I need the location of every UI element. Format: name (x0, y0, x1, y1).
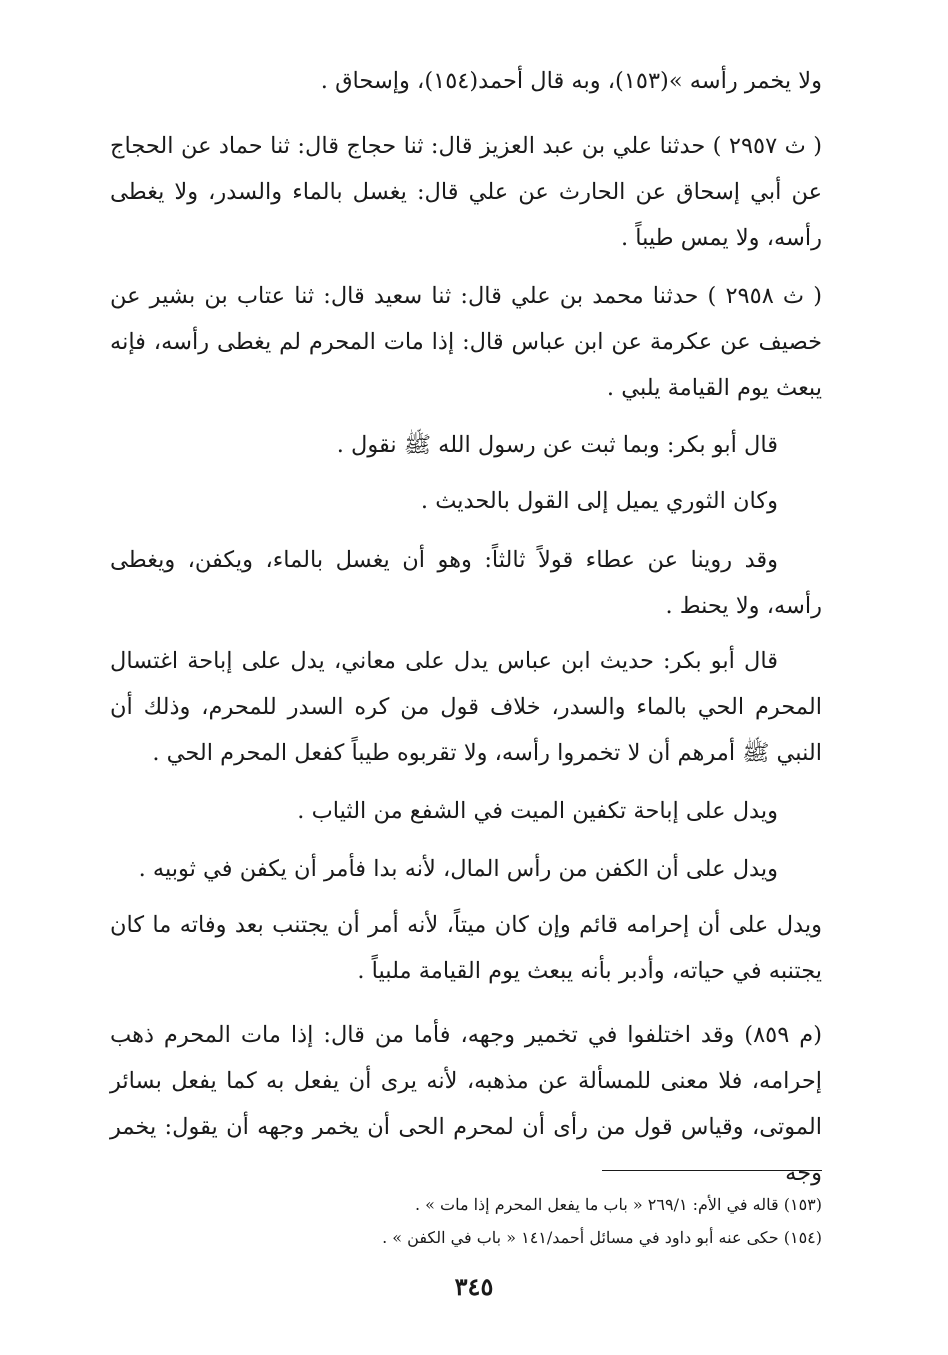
hadith-2958 (110, 273, 822, 411)
footnote-divider (602, 1170, 822, 1171)
abu-bakr-statement (110, 422, 822, 468)
paragraph-7: قال أبو بكر: حديث ابن عباس يدل على معاني، يدل على إباحة اغتسال المحرم الحي بالماء والسدر، خلاف قول من كره السدر للمحرم، وذلك أن النبي ﷺ أمرهم أن لا تخمروا رأسه، ولا تقربوه طيباً كفعل المحرم الحي . (110, 648, 822, 766)
kafan-capital (110, 846, 822, 892)
thawri-statement (110, 478, 822, 524)
footnotes (110, 1188, 822, 1254)
ihram-continues (110, 902, 822, 994)
paragraph-1: ولا يخمر رأسه »(١٥٣)، وبه قال أحمد(١٥٤)، وإسحاق . (320, 68, 822, 94)
paragraph-10: ويدل على أن إحرامه قائم وإن كان ميتاً، لأنه أمر أن يجتنب بعد وفاته ما كان يجتنبه في حياته، وأدبر بأنه يبعث يوم القيامة ملبياً . (110, 912, 822, 984)
paragraph-8: ويدل على إباحة تكفين الميت في الشفع من الثياب . (297, 798, 778, 824)
paragraph-5: وكان الثوري يميل إلى القول بالحديث . (420, 488, 778, 514)
paragraph-3: ( ث ٢٩٥٨ ) حدثنا محمد بن علي قال: ثنا سعيد قال: ثنا عتاب بن بشير عن خصيف عن عكرمة عن ابن عباس قال: إذا مات المحرم لم يغطى رأسه، فإنه يبعث يوم القيامة يلبي . (110, 283, 822, 401)
ata-statement (110, 537, 822, 629)
paragraph-9: ويدل على أن الكفن من رأس المال، لأنه بدا فأمر أن يكفن في ثوبيه . (138, 856, 778, 882)
paragraph-6: وقد روينا عن عطاء قولاً ثالثاً: وهو أن يغسل بالماء، ويكفن، ويغطى رأسه، ولا يحنط . (110, 547, 822, 619)
paragraph-continuation (110, 58, 822, 104)
footnote-153: (١٥٣) قاله في الأم: ٢٦٩/١ « باب ما يفعل المحرم إذا مات » . (414, 1195, 822, 1214)
masala-859 (110, 1012, 822, 1196)
footnote-154: (١٥٤) حكى عنه أبو داود في مسائل أحمد/١٤١ « باب في الكفن » . (382, 1228, 822, 1247)
paragraph-11: (م ٨٥٩) وقد اختلفوا في تخمير وجهه، فأما من قال: إذا مات المحرم ذهب إحرامه، فلا معنى للمسألة عن مذهبه، لأنه يرى أن يفعل به كما يفعل بسائر الموتى، وقياس قول من رأى أن لمحرم الحى أن يخمر وجهه أن يقول: يخمر وجه (110, 1022, 822, 1186)
abu-bakr-commentary (110, 638, 822, 776)
paragraph-4: قال أبو بكر: وبما ثبت عن رسول الله ﷺ نقول . (336, 432, 778, 458)
hadith-2957 (110, 123, 822, 261)
page-number: ٣٤٥ (454, 1272, 494, 1301)
paragraph-2: ( ث ٢٩٥٧ ) حدثنا علي بن عبد العزيز قال: ثنا حجاج قال: ثنا حماد عن الحجاج عن أبي إسحاق عن الحارث عن علي قال: يغسل بالماء والسدر، ولا يغطى رأسه، ولا يمس طيباً . (110, 133, 823, 251)
shroud-indication (110, 788, 822, 834)
